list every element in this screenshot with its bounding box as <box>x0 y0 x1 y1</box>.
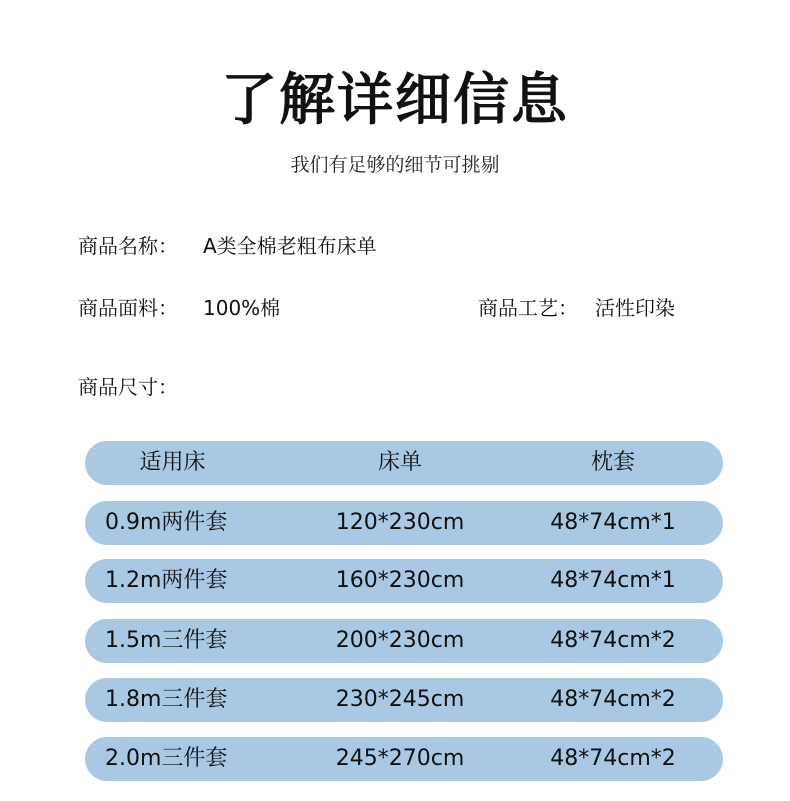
table-row <box>85 501 723 545</box>
cell-bed-sheet: 245*270cm <box>335 746 465 771</box>
size-table-header-row <box>85 441 723 485</box>
cell-pillowcase: 48*74cm*2 <box>550 746 676 771</box>
product-fabric-field <box>78 294 281 322</box>
cell-bed-sheet: 160*230cm <box>335 568 465 593</box>
cell-pillowcase: 48*74cm*2 <box>550 628 676 653</box>
cell-bed-sheet: 230*245cm <box>335 687 465 712</box>
header-bed-size: 适用床 <box>139 450 206 475</box>
table-row <box>85 678 723 722</box>
table-row <box>85 737 723 781</box>
product-size-label: 商品尺寸： <box>78 375 178 399</box>
cell-pillowcase: 48*74cm*2 <box>550 687 676 712</box>
cell-bed-sheet: 200*230cm <box>335 628 465 653</box>
table-row <box>85 559 723 603</box>
header-pillowcase: 枕套 <box>590 450 635 475</box>
product-craft-value: 活性印染 <box>595 296 675 320</box>
cell-bed-size: 2.0m三件套 <box>105 746 228 771</box>
cell-bed-size: 1.8m三件套 <box>105 687 228 712</box>
cell-pillowcase: 48*74cm*1 <box>550 510 676 535</box>
product-name-field <box>78 232 377 260</box>
header-bed-sheet: 床单 <box>377 450 422 475</box>
product-fabric-value: 100%棉 <box>203 296 281 320</box>
product-name-label: 商品名称： <box>78 234 178 258</box>
product-craft-label: 商品工艺： <box>478 296 578 320</box>
product-size-field <box>78 373 178 401</box>
cell-bed-size: 0.9m两件套 <box>105 510 228 535</box>
page-subtitle: 我们有足够的细节可挑剔 <box>290 154 500 176</box>
cell-bed-size: 1.2m两件套 <box>105 568 228 593</box>
page-title: 了解详细信息 <box>221 68 569 133</box>
cell-bed-sheet: 120*230cm <box>335 510 465 535</box>
cell-pillowcase: 48*74cm*1 <box>550 568 676 593</box>
product-name-value: A类全棉老粗布床单 <box>203 234 377 258</box>
cell-bed-size: 1.5m三件套 <box>105 628 228 653</box>
table-row <box>85 619 723 663</box>
product-craft-field <box>478 294 675 322</box>
product-fabric-label: 商品面料： <box>78 296 178 320</box>
